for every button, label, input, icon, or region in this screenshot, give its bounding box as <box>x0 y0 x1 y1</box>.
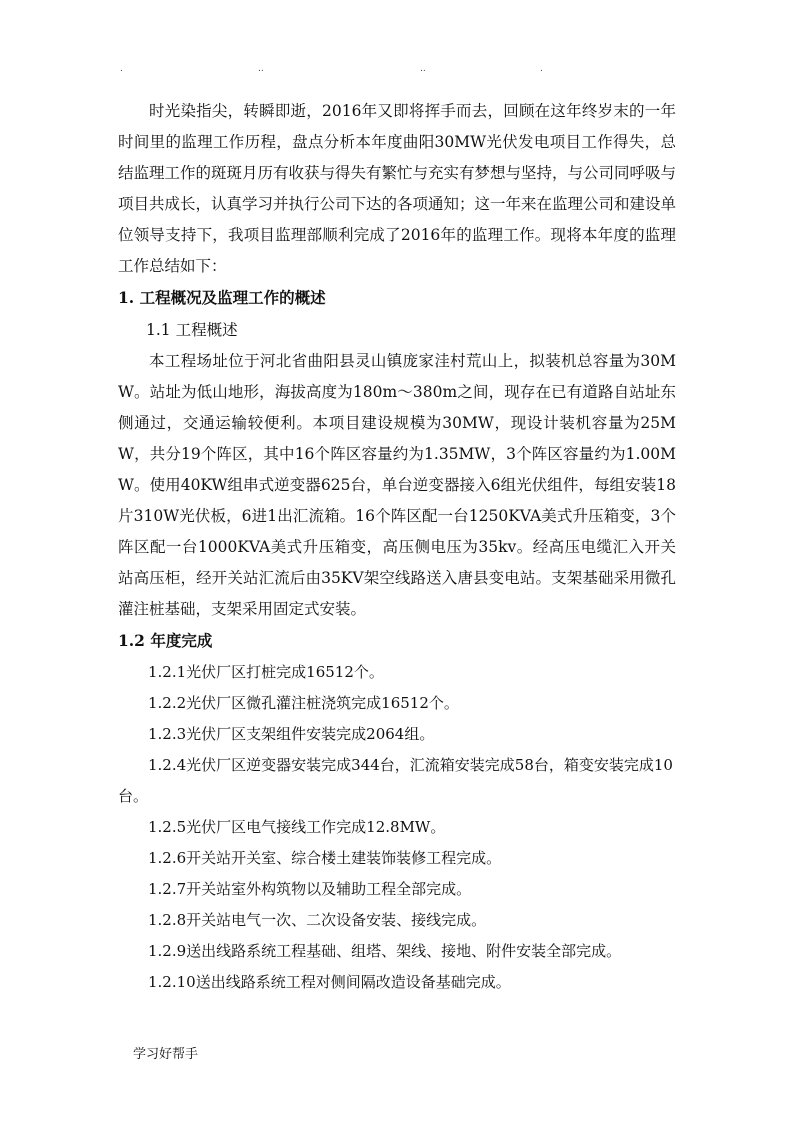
section-1-heading: 1. 工程概况及监理工作的概述 <box>118 288 326 307</box>
section-1-2-heading: 1.2 年度完成 <box>118 631 213 650</box>
list-item: 1.2.4光伏厂区逆变器安装完成344台，汇流箱安装完成58台，箱变安装完成10台。 <box>118 756 673 805</box>
list-item: 1.2.9送出线路系统工程基础、组塔、架线、接地、附件安装全部完成。 <box>148 942 622 960</box>
header-dot: .. <box>420 64 426 74</box>
intro-paragraph: 时光染指尖，转瞬即逝，2016年又即将挥手而去，回顾在这年终岁末的一年时间里的监理工作历程，盘点分析本年度曲阳30MW光伏发电项目工作得失，总结监理工作的斑斑月历有收获与得失有繁忙与充实有梦想与坚持，与公司同呼吸与项目共成长，认真学习并执行公司下达的各项通知；这一年来在监理公司和建设单位领导支持下，我项目监理部顺利完成了2016年的监理工作。现将本年度的监理工作总结如下： <box>118 102 677 275</box>
page-footer: 学习好帮手 <box>133 1047 199 1062</box>
header-dot: .. <box>258 64 264 74</box>
list-item: 1.2.1光伏厂区打桩完成16512个。 <box>148 663 384 681</box>
section-1-1-heading: 1.1 工程概述 <box>146 321 238 339</box>
list-item: 1.2.6开关站开关室、综合楼土建装饰装修工程完成。 <box>148 849 502 867</box>
list-item: 1.2.2光伏厂区微孔灌注桩浇筑完成16512个。 <box>148 694 459 712</box>
list-item: 1.2.3光伏厂区支架组件安装完成2064组。 <box>148 725 435 743</box>
document-page <box>118 96 676 998</box>
header-dot: . <box>540 64 543 74</box>
list-item: 1.2.7开关站室外构筑物以及辅助工程全部完成。 <box>148 880 472 898</box>
list-item: 1.2.10送出线路系统工程对侧间隔改造设备基础完成。 <box>148 973 511 991</box>
header-dot: . <box>120 64 123 74</box>
header-dots <box>118 66 558 72</box>
list-item: 1.2.5光伏厂区电气接线工作完成12.8MW。 <box>148 818 446 836</box>
list-item: 1.2.8开关站电气一次、二次设备安装、接线完成。 <box>148 911 487 929</box>
section-1-1-body: 本工程场址位于河北省曲阳县灵山镇庞家洼村荒山上，拟装机总容量为30MW。站址为低山地形，海拔高度为180m～380m之间，现存在已有道路自站址东侧通过，交通运输较便利。本项目建设规模为30MW，现设计装机容量为25MW，共分19个阵区，其中16个阵区容量约为1.35MW，3个阵区容量约为1.00MW。使用40KW组串式逆变器625台，单台逆变器接入6组光伏组件，每组安装18片310W光伏板，6进1出汇流箱。16个阵区配一台1250KVA美式升压箱变，3个阵区配一台1000KVA美式升压箱变，高压侧电压为35kv。经高压电缆汇入开关站高压柜，经开关站汇流后由35KV架空线路送入唐县变电站。支架基础采用微孔灌注桩基础，支架采用固定式安装。 <box>118 352 676 618</box>
